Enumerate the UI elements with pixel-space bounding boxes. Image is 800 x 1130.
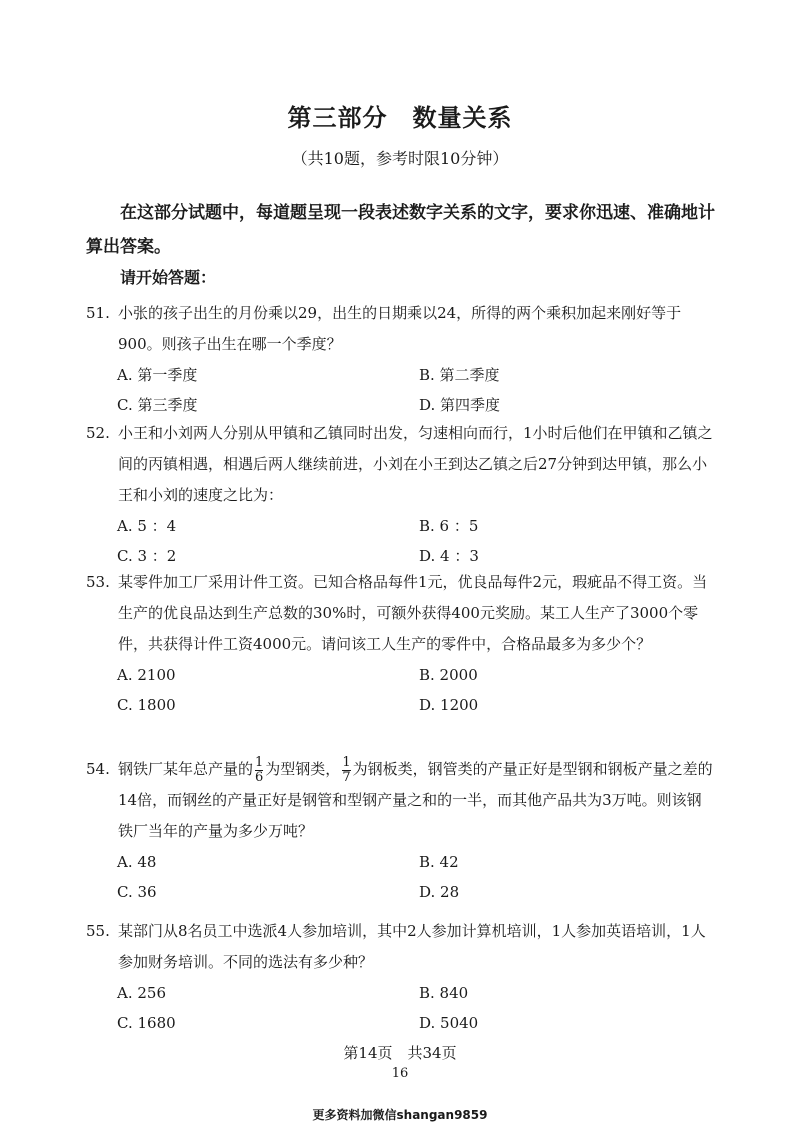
question-text — [118, 754, 716, 847]
question-51 — [86, 298, 716, 420]
option-d[interactable]: D. 1200 — [419, 696, 479, 714]
option-d[interactable]: D. 4 ：3 — [419, 547, 479, 565]
option-a[interactable]: A. 第一季度 — [117, 366, 198, 384]
question-text: 小王和小刘两人分别从甲镇和乙镇同时出发，匀速相向而行，1小时后他们在甲镇和乙镇之间的丙镇相遇，相遇后两人继续前进，小刘在小王到达乙镇之后27分钟到达甲镇，那么小王和小刘的速度之比为： — [118, 424, 713, 504]
question-text-part: 为钢板类，钢管类的产量正好是型钢和钢板产量之差的14倍，而钢丝的产量正好是钢管和型钢产量之和的一半，而其他产品共为3万吨。则该钢铁厂当年的产量为多少万吨？ — [118, 760, 713, 840]
options — [117, 660, 716, 720]
question-text: 某部门从8名员工中选派4人参加培训，其中2人参加计算机培训，1人参加英语培训，1人参加财务培训。不同的选法有多少种？ — [118, 922, 706, 971]
start-prompt: 请开始答题： — [120, 268, 217, 287]
option-a[interactable]: A. 5 ：4 — [117, 517, 177, 535]
fraction-one-seventh — [342, 756, 350, 785]
watermark-text: 更多资料加微信shangan9859 — [312, 1108, 488, 1122]
option-c[interactable]: C. 第三季度 — [117, 396, 198, 414]
option-c[interactable]: C. 1800 — [117, 696, 176, 714]
question-53 — [86, 567, 716, 720]
section-title: 第三部分 数量关系 — [287, 104, 513, 132]
question-text: 某零件加工厂采用计件工资。已知合格品每件1元，优良品每件2元，瑕疵品不得工资。当生产的优良品达到生产总数的30%时，可额外获得400元奖励。某工人生产了3000个零件，共获得计件工资4000元。请问该工人生产的零件中，合格品最多为多少个？ — [118, 573, 708, 653]
question-number: 55. — [86, 922, 110, 940]
option-b[interactable]: B. 6 ：5 — [419, 517, 479, 535]
option-b[interactable]: B. 840 — [419, 984, 469, 1002]
option-c[interactable]: C. 1680 — [117, 1014, 176, 1032]
options — [117, 847, 716, 907]
question-number: 54. — [86, 760, 110, 778]
option-a[interactable]: A. 2100 — [117, 666, 176, 684]
options — [117, 978, 716, 1038]
section-instructions: 在这部分试题中，每道题呈现一段表述数字关系的文字，要求你迅速、准确地计算出答案。 — [86, 203, 715, 257]
question-number: 51. — [86, 304, 110, 322]
question-number: 52. — [86, 424, 110, 442]
question-text: 小张的孩子出生的月份乘以29，出生的日期乘以24，所得的两个乘积加起来刚好等于900。则孩子出生在哪一个季度？ — [118, 304, 682, 353]
question-text-part: 为型钢类， — [265, 760, 341, 778]
question-55 — [86, 916, 716, 1038]
fraction-numerator: 1 — [255, 754, 264, 770]
fraction-denominator: 6 — [255, 769, 264, 785]
question-54 — [86, 754, 716, 907]
question-52 — [86, 418, 716, 571]
page-number: 16 — [391, 1066, 409, 1081]
option-a[interactable]: A. 48 — [117, 853, 157, 871]
section-subtitle: （共10题，参考时限10分钟） — [291, 149, 509, 168]
option-d[interactable]: D. 28 — [419, 883, 460, 901]
fraction-numerator: 1 — [342, 754, 351, 770]
question-text-part: 钢铁厂某年总产量的 — [118, 760, 254, 778]
option-b[interactable]: B. 42 — [419, 853, 459, 871]
question-number: 53. — [86, 573, 110, 591]
option-c[interactable]: C. 36 — [117, 883, 157, 901]
fraction-one-sixth — [255, 756, 263, 785]
option-a[interactable]: A. 256 — [117, 984, 166, 1002]
option-b[interactable]: B. 第二季度 — [419, 366, 500, 384]
page-footer-label: 第14页 共34页 — [343, 1044, 457, 1062]
options — [117, 360, 716, 420]
option-b[interactable]: B. 2000 — [419, 666, 478, 684]
fraction-denominator: 7 — [342, 769, 351, 785]
options — [117, 511, 716, 571]
option-c[interactable]: C. 3 ：2 — [117, 547, 177, 565]
option-d[interactable]: D. 第四季度 — [419, 396, 501, 414]
option-d[interactable]: D. 5040 — [419, 1014, 479, 1032]
